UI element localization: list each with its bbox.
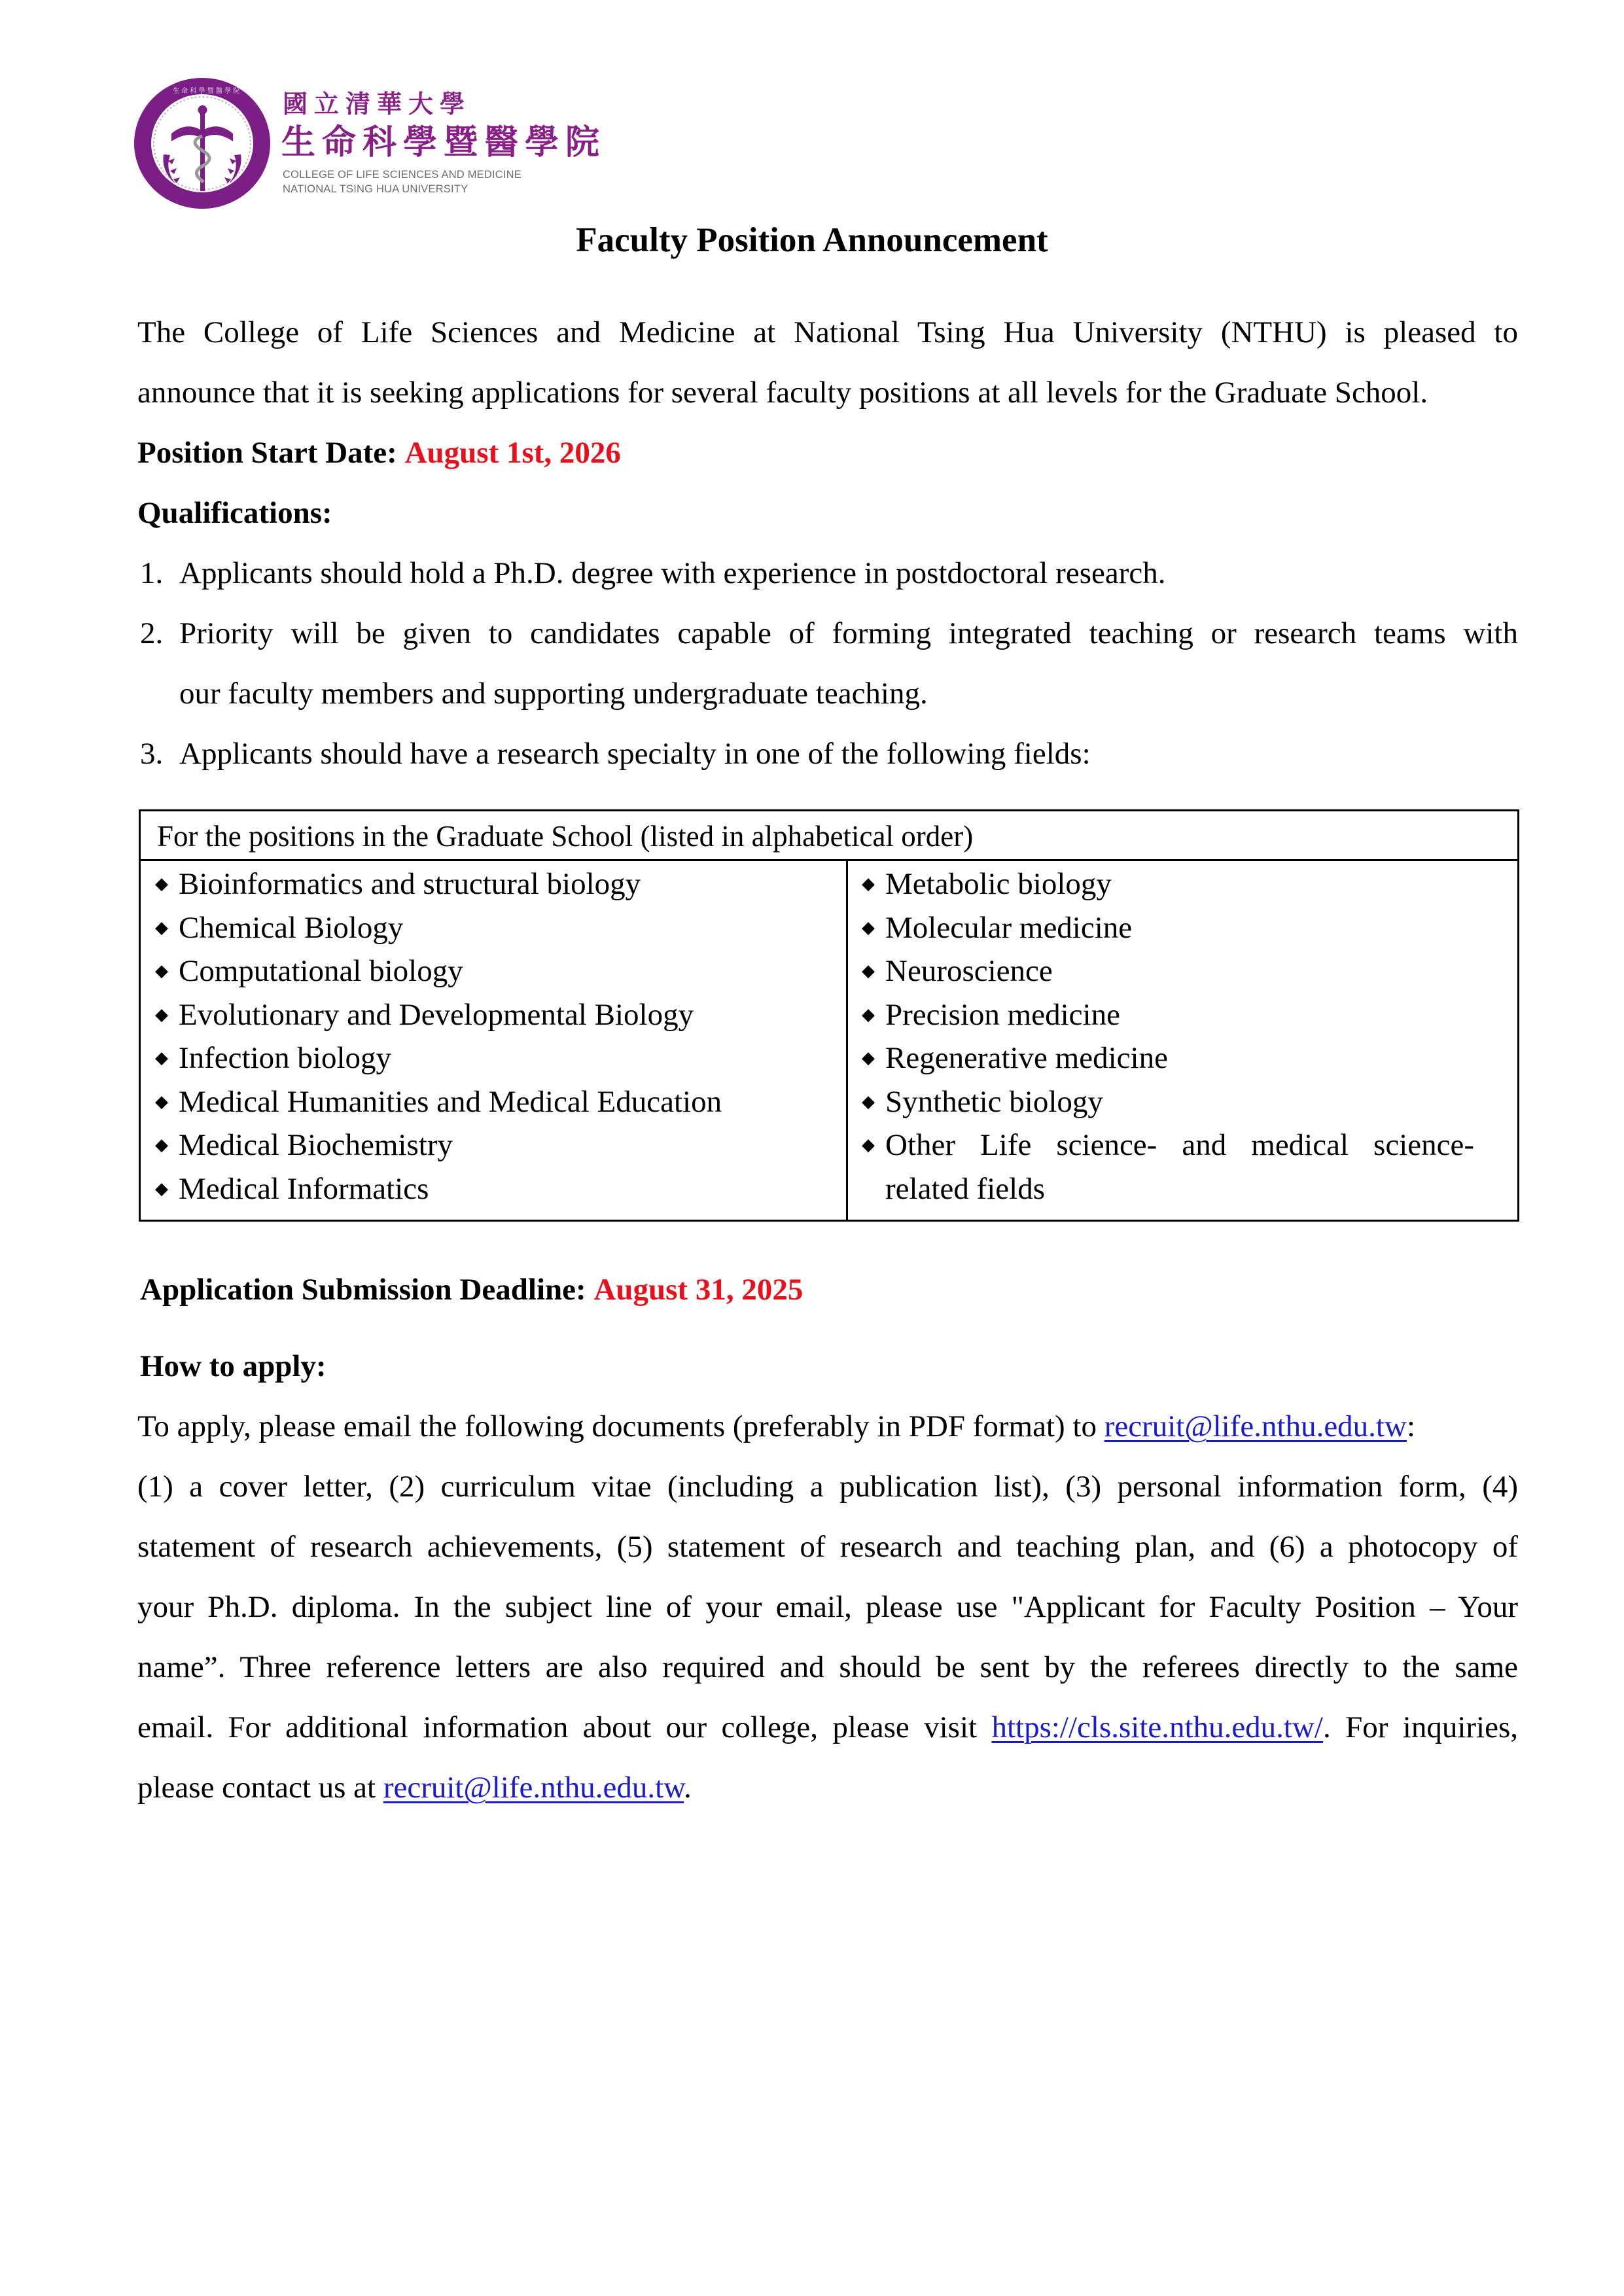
qualification-text: Priority will be given to candidates capable of forming integrated teaching or research teams with [179,616,1518,650]
diamond-bullet-icon: ◆ [862,1135,875,1154]
apply-line-2: (1) a cover letter, (2) curriculum vitae (including a publication list), (3) personal information form, (4) [137,1470,1518,1504]
field-item [862,1123,1500,1210]
apply-line-3: statement of research achievements, (5) statement of research and teaching plan, and (6) a photocopy of [137,1530,1518,1564]
logo-college-english: COLLEGE OF LIFE SCIENCES AND MEDICINE [283,169,521,181]
college-website-link[interactable]: https://cls.site.nthu.edu.tw/ [991,1710,1323,1744]
field-label: Regenerative medicine [885,1041,1168,1075]
logo-university-chinese: 國立清華大學 [283,89,472,118]
start-date-label: Position Start Date: [137,436,397,470]
field-label-line-2: related fields [885,1171,1046,1206]
apply-text: email. For additional information about our college, please visit [137,1710,992,1744]
deadline-value: August 31, 2025 [593,1273,803,1307]
field-label: Bioinformatics and structural biology [179,867,641,901]
field-item [155,1036,836,1080]
deadline-row [140,1260,1521,1320]
apply-text: . [684,1771,692,1805]
diamond-bullet-icon: ◆ [155,874,168,893]
field-label-line-1: Other Life science- and medical science- [885,1128,1474,1162]
intro-line-1: The College of Life Sciences and Medicine at National Tsing Hua University (NTHU) is pleased to [137,315,1518,349]
diamond-bullet-icon: ◆ [862,917,875,937]
field-label: Infection biology [179,1041,392,1075]
qualification-text: our faculty members and supporting undergraduate teaching. [179,677,928,711]
diamond-bullet-icon: ◆ [155,1048,168,1067]
apply-line-6 [137,1697,1518,1757]
field-item [862,993,1500,1037]
field-label: Molecular medicine [885,910,1133,945]
diamond-bullet-icon: ◆ [862,1048,875,1067]
field-item [862,949,1500,993]
diamond-bullet-icon: ◆ [155,1091,168,1111]
field-label: Synthetic biology [885,1084,1103,1119]
table-header: For the positions in the Graduate School (listed in alphabetical order) [141,811,1517,861]
college-seal-logo-icon [132,76,272,211]
field-item [155,1080,836,1124]
diamond-bullet-icon: ◆ [155,1178,168,1198]
diamond-bullet-icon: ◆ [862,1004,875,1024]
fields-right-column [862,862,1500,1210]
qualification-number: 2. [140,616,164,650]
deadline-label: Application Submission Deadline: [140,1273,586,1307]
diamond-bullet-icon: ◆ [862,961,875,980]
field-item [862,862,1500,906]
qualification-item [140,724,1518,784]
fields-left-column [155,862,836,1210]
apply-line-1 [137,1396,1518,1457]
recruit-email-link[interactable]: recruit@life.nthu.edu.tw [1104,1409,1407,1443]
column-divider [846,861,848,1220]
field-item [155,862,836,906]
field-label: Computational biology [179,954,463,988]
diamond-bullet-icon: ◆ [862,874,875,893]
diamond-bullet-icon: ◆ [155,961,168,980]
field-item [862,906,1500,950]
field-item [862,1080,1500,1124]
how-to-apply-heading: How to apply: [140,1349,327,1383]
apply-text: please contact us at [137,1771,383,1805]
field-label: Metabolic biology [885,867,1112,901]
qualification-item-continued [179,663,1518,724]
field-label: Medical Humanities and Medical Education [179,1084,722,1119]
qualification-item [140,543,1518,603]
research-fields-table [139,809,1519,1222]
qualification-number: 1. [140,556,164,590]
qualifications-heading: Qualifications: [137,496,332,530]
field-label: Medical Biochemistry [179,1128,453,1162]
apply-text: To apply, please email the following documents (preferably in PDF format) to [137,1409,1104,1443]
apply-line-5: name”. Three reference letters are also required and should be sent by the referees directly to the same [137,1650,1518,1684]
inquiry-email-link[interactable]: recruit@life.nthu.edu.tw [383,1771,684,1805]
qualification-text: Applicants should hold a Ph.D. degree with experience in postdoctoral research. [179,556,1166,590]
field-label: Neuroscience [885,954,1053,988]
apply-text: : [1406,1409,1415,1443]
apply-line-7 [137,1757,1518,1818]
diamond-bullet-icon: ◆ [155,917,168,937]
qualification-item [140,603,1518,663]
field-item [155,1167,836,1211]
page-title: Faculty Position Announcement [576,221,1048,259]
field-label: Chemical Biology [179,910,404,945]
field-item [155,949,836,993]
intro-line-2: announce that it is seeking applications for several faculty positions at all levels for the Graduate School. [137,376,1428,410]
svg-text:生 命 科 學 暨 醫 學 院: 生 命 科 學 暨 醫 學 院 [173,88,240,95]
field-label: Medical Informatics [179,1171,429,1206]
diamond-bullet-icon: ◆ [862,1091,875,1111]
apply-text: . For inquiries, [1323,1710,1518,1744]
start-date-row [137,423,1518,483]
logo-college-chinese: 生命科學暨醫學院 [281,122,607,162]
field-item [155,906,836,950]
field-item [862,1036,1500,1080]
apply-line-4: your Ph.D. diploma. In the subject line of your email, please use "Applicant for Faculty Position – Your [137,1590,1518,1624]
field-item [155,993,836,1037]
field-label: Evolutionary and Developmental Biology [179,997,694,1032]
logo-university-english: NATIONAL TSING HUA UNIVERSITY [283,183,468,195]
qualification-number: 3. [140,737,164,771]
diamond-bullet-icon: ◆ [155,1004,168,1024]
qualification-text: Applicants should have a research specialty in one of the following fields: [179,737,1091,771]
diamond-bullet-icon: ◆ [155,1135,168,1154]
field-item [155,1123,836,1167]
start-date-value: August 1st, 2026 [404,436,621,470]
field-label: Precision medicine [885,997,1120,1032]
